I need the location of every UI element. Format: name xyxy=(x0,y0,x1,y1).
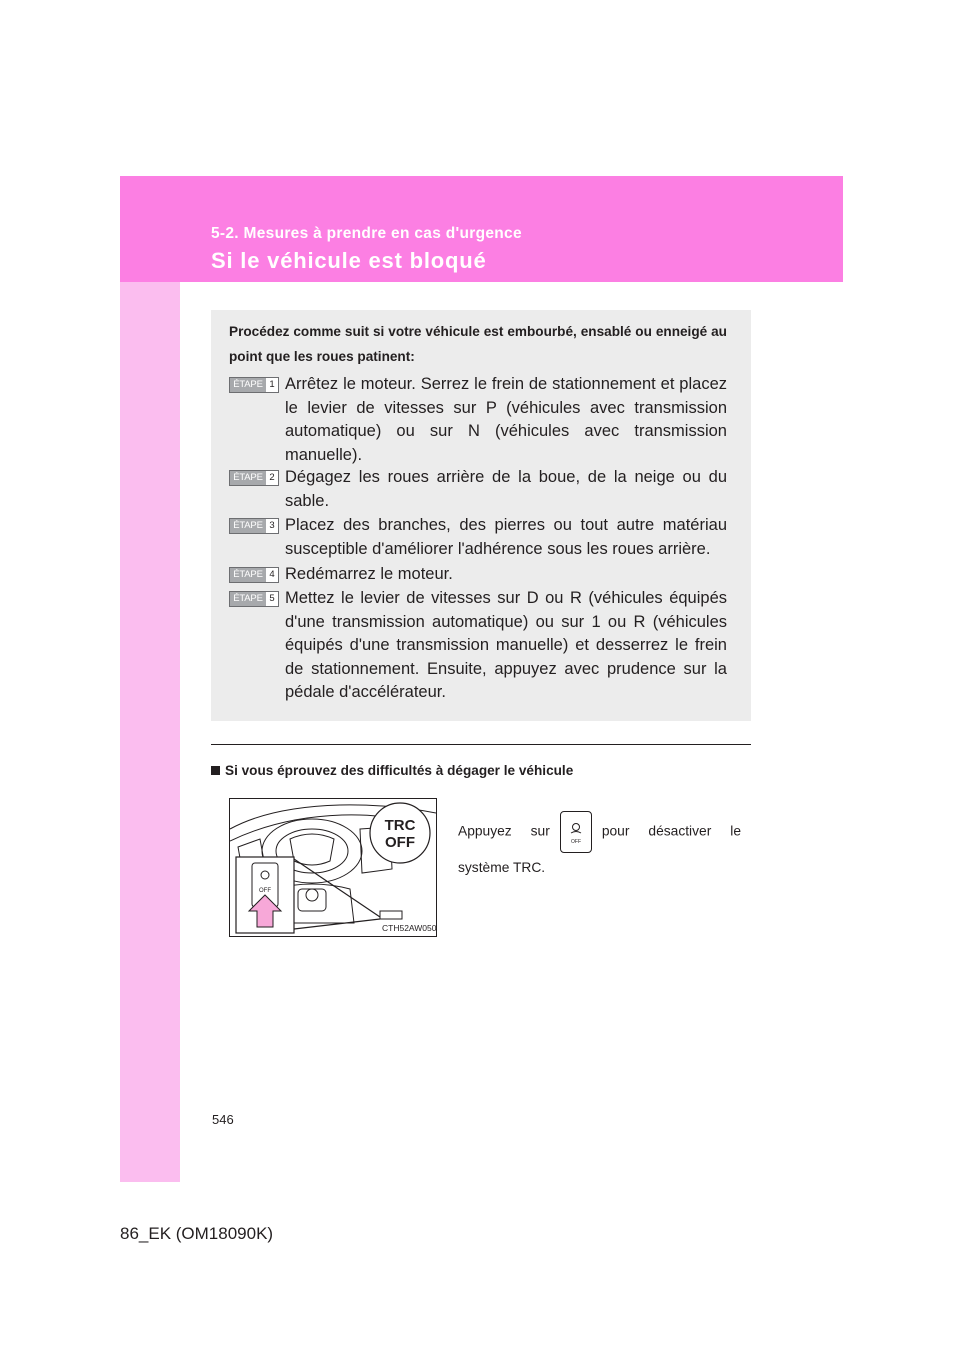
step-word: ÉTAPE xyxy=(230,471,266,485)
subsection-heading-text: Si vous éprouvez des difficultés à dégager le véhicule xyxy=(225,763,574,778)
footer-code: 86_EK (OM18090K) xyxy=(120,1224,274,1243)
step-4 xyxy=(229,563,727,587)
step-number: 4 xyxy=(269,569,275,580)
inline-off-label: OFF xyxy=(570,839,581,845)
figure-code: CTH52AW050 xyxy=(382,923,437,933)
step-number: 3 xyxy=(269,520,275,531)
step-word: ÉTAPE xyxy=(230,378,266,392)
page-title: Si le véhicule est bloqué xyxy=(211,248,487,273)
step-word: ÉTAPE xyxy=(230,592,266,606)
divider-rule xyxy=(211,744,751,745)
trc-off-button-icon xyxy=(560,811,592,853)
step-badge xyxy=(229,567,279,583)
step-badge xyxy=(229,377,279,393)
switch-off-label: OFF xyxy=(259,888,271,894)
dashboard-drawing xyxy=(230,799,436,936)
page-number: 546 xyxy=(212,1112,234,1127)
step-badge xyxy=(229,591,279,607)
step-3 xyxy=(229,514,727,561)
step-1 xyxy=(229,373,727,467)
step-text: Dégagez les roues arrière de la boue, de la neige ou du sable. xyxy=(285,468,727,510)
step-word: ÉTAPE xyxy=(230,568,266,582)
step-word: ÉTAPE xyxy=(230,519,266,533)
step-text: Placez des branches, des pierres ou tout autre matériau susceptible d'améliorer l'adhérence sous les roues arrière. xyxy=(285,516,727,558)
sidebar-band xyxy=(120,176,180,1182)
square-bullet-icon xyxy=(211,766,220,775)
step-text: Arrêtez le moteur. Serrez le frein de stationnement et placez le levier de vitesses sur P (véhicules avec transmission automatique) ou sur N (véhicules avec transmission manuelle). xyxy=(285,375,727,464)
step-number: 5 xyxy=(269,593,275,604)
step-number: 2 xyxy=(269,472,275,483)
step-2 xyxy=(229,466,727,513)
procedure-intro: Procédez comme suit si votre véhicule est embourbé, ensablé ou enneigé au point que les roues patinent: xyxy=(229,324,727,364)
section-label: 5-2. Mesures à prendre en cas d'urgence xyxy=(211,225,522,242)
description-text-before: Appuyez sur xyxy=(458,823,550,839)
step-badge xyxy=(229,470,279,486)
step-badge xyxy=(229,518,279,534)
description-text-after: pour désactiver le système TRC. xyxy=(458,823,741,875)
step-text: Mettez le levier de vitesses sur D ou R (véhicules équipés d'une transmission automatique) ou sur 1 ou R (véhicules équipés d'une transmission manuelle) et desserrez le frein de stationnement. Ensuite, appuyez avec prudence sur la pédale d'accélérateur. xyxy=(285,589,727,701)
step-5 xyxy=(229,587,727,705)
trc-label-top: TRC xyxy=(384,817,416,834)
trc-label-bottom: OFF xyxy=(385,834,415,851)
subsection-description xyxy=(458,811,741,883)
subsection-heading xyxy=(211,763,573,778)
step-number: 1 xyxy=(269,379,275,390)
dashboard-illustration xyxy=(229,798,437,937)
step-text: Redémarrez le moteur. xyxy=(285,565,453,583)
